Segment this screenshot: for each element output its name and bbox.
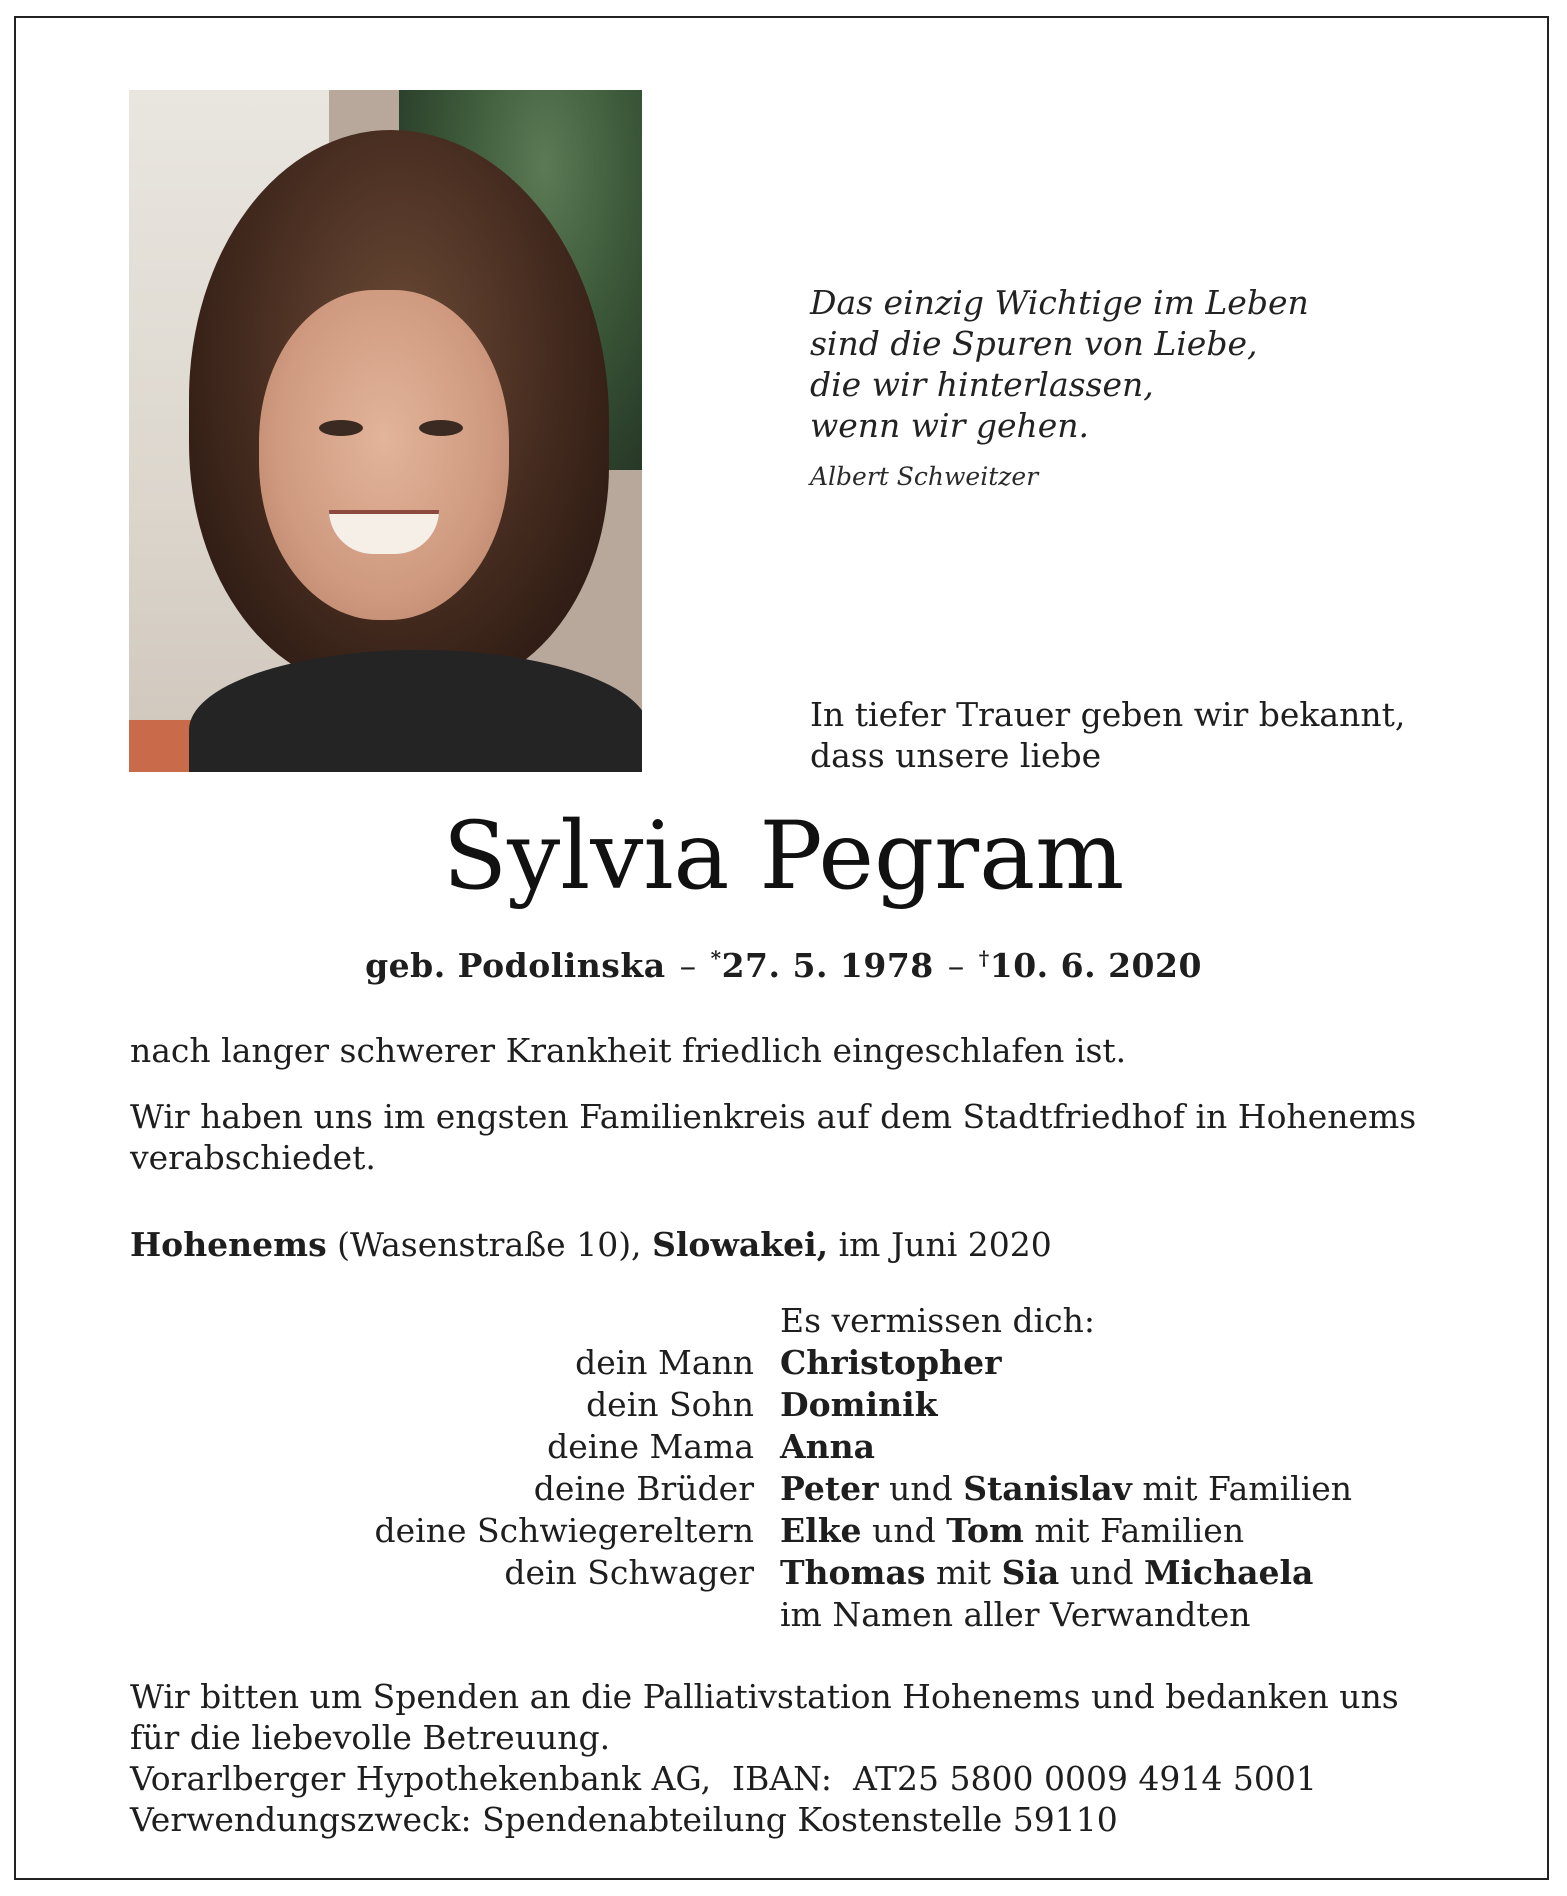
mourner-name: Peter [780,1469,879,1508]
relation-label: deine Brüder [533,1469,754,1508]
death-date: 10. 6. 2020 [989,946,1202,985]
dash: – [947,946,965,985]
birth-date: 27. 5. 1978 [721,946,934,985]
list-item [130,1594,1450,1636]
intro-line-2: dass unsere liebe [810,736,1102,775]
suffix: mit Familien [1034,1511,1245,1550]
mourner-name: Anna [780,1427,875,1466]
mourner-name: Elke [780,1511,862,1550]
footer-line: Verwendungszweck: Spendenabteilung Kostenstelle 59110 [130,1800,1118,1839]
birth-name: geb. Podolinska [365,946,666,985]
deceased-name: Sylvia Pegram [442,802,1125,911]
mourner-name: Stanislav [963,1469,1132,1508]
passed-text: nach langer schwerer Krankheit friedlich eingeschlafen ist. [130,1031,1127,1070]
list-item [130,1510,1450,1552]
relation-label: deine Mama [547,1427,754,1466]
city: Hohenems [130,1225,327,1264]
list-item [130,1426,1450,1468]
place-date-line [130,1224,1450,1265]
footer-line: für die liebevolle Betreuung. [130,1718,611,1757]
conjunction: mit [935,1553,992,1592]
life-dates [0,946,1567,985]
intro-line-1: In tiefer Trauer geben wir bekannt, [810,695,1406,734]
quote-author: Albert Schweitzer [810,462,1039,491]
conjunction: und [872,1511,936,1550]
mourner-name: Michaela [1143,1553,1314,1592]
footer-line: Vorarlberger Hypothekenbank AG, IBAN: AT25 5800 0009 4914 5001 [130,1759,1317,1798]
quote-line: Das einzig Wichtige im Leben [810,283,1309,322]
mourner-name: Dominik [780,1385,938,1424]
conjunction: und [889,1469,953,1508]
mourner-name: Christopher [780,1343,1002,1382]
address: (Wasenstraße 10), [337,1225,642,1264]
list-item [130,1468,1450,1510]
born-symbol: * [710,946,722,970]
quote-line: wenn wir gehen. [810,406,1090,445]
suffix: mit Familien [1142,1469,1353,1508]
relation-label: dein Schwager [504,1553,754,1592]
country: Slowakei, [652,1225,829,1264]
list-item [130,1342,1450,1384]
quote-line: die wir hinterlassen, [810,365,1154,404]
portrait-photo [129,90,642,772]
donation-note [130,1676,1460,1840]
list-item [130,1552,1450,1594]
mourners-closing: im Namen aller Verwandten [780,1595,1251,1634]
mourner-name: Thomas [780,1553,926,1592]
list-item [130,1384,1450,1426]
intro-text [810,694,1405,776]
mourners-heading: Es vermissen dich: [780,1301,1095,1340]
farewell-text: Wir haben uns im engsten Familienkreis auf dem Stadtfriedhof in Hohenems verabschiedet. [130,1097,1417,1177]
mourner-name: Tom [946,1511,1024,1550]
dash: – [679,946,697,985]
mourner-name: Sia [1001,1553,1060,1592]
quote [810,282,1309,446]
list-item [130,1300,1450,1342]
died-symbol: † [978,946,990,970]
conjunction: und [1069,1553,1134,1592]
relation-label: dein Sohn [586,1385,754,1424]
relation-label: deine Schwiegereltern [374,1511,754,1550]
relation-label: dein Mann [575,1343,754,1382]
mourners-list [130,1300,1450,1636]
quote-line: sind die Spuren von Liebe, [810,324,1258,363]
date: im Juni 2020 [838,1225,1052,1264]
footer-line: Wir bitten um Spenden an die Palliativstation Hohenems und bedanken uns [130,1677,1399,1716]
